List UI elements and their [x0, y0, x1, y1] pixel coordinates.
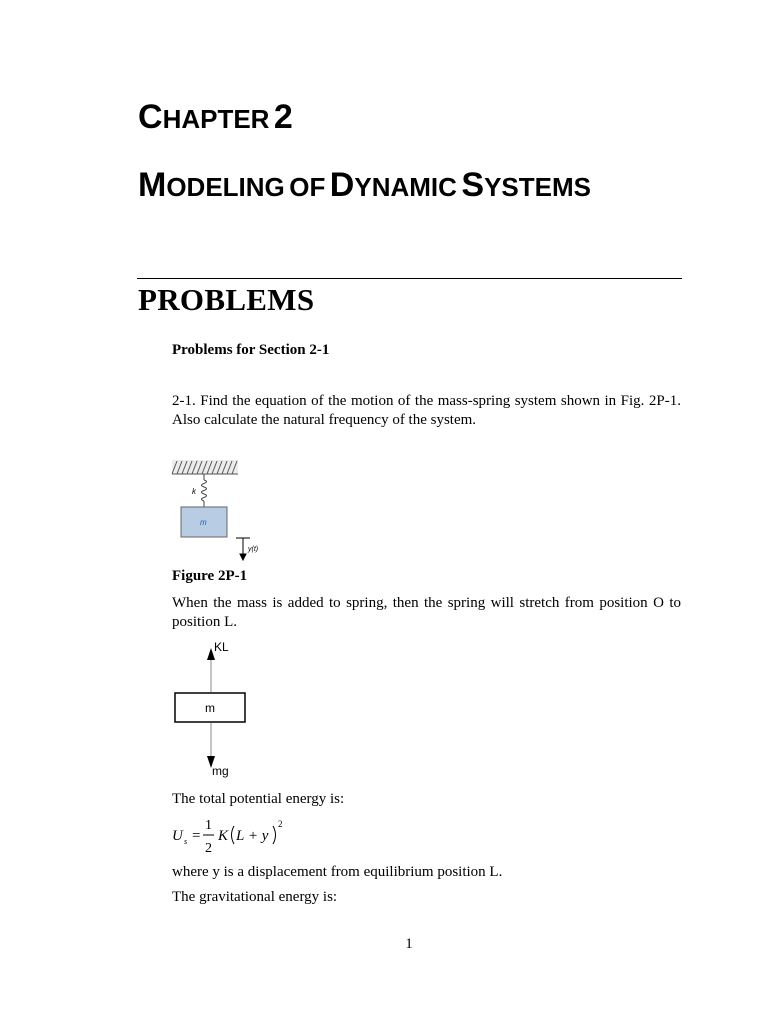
- free-body-mass-label: m: [205, 701, 215, 715]
- displacement-label: y(t): [248, 546, 259, 553]
- downward-force-label: mg: [212, 764, 229, 778]
- spring: [202, 474, 207, 507]
- spring-label: k: [192, 487, 196, 496]
- left-parenthesis: [232, 826, 235, 844]
- potential-energy-text: The total potential energy is:: [172, 791, 345, 807]
- chapter-title-initial: C: [138, 98, 163, 136]
- horizontal-divider: [137, 278, 682, 279]
- equation-numerator: 1: [205, 818, 212, 833]
- chapter-title-rest: HAPTER: [162, 104, 270, 134]
- figure-2p1-diagram: [168, 456, 272, 564]
- stretch-explanation: When the mass is added to spring, then the spring will stretch from position O to position L.: [172, 595, 681, 630]
- right-parenthesis: [273, 826, 276, 844]
- subtitle-rest: OF: [289, 172, 326, 202]
- mass-label: m: [200, 518, 207, 527]
- displacement-text: where y is a displacement from equilibrium position L.: [172, 864, 503, 880]
- equation-lhs-subscript: s: [184, 837, 188, 846]
- equation-denominator: 2: [205, 841, 212, 856]
- subtitle-initial: M: [138, 166, 167, 204]
- subtitle-initial: S: [461, 166, 485, 204]
- figure-caption: Figure 2P-1: [172, 568, 248, 584]
- chapter-subtitle: [138, 168, 591, 202]
- equation-equals: =: [192, 828, 201, 844]
- subtitle-rest: YSTEMS: [484, 172, 591, 202]
- equation-paren-content: L + y: [236, 828, 269, 844]
- free-body-diagram: [170, 636, 260, 780]
- gravitational-energy-text: The gravitational energy is:: [172, 889, 338, 905]
- problems-heading: PROBLEMS: [138, 282, 315, 317]
- page-number: 1: [405, 936, 413, 952]
- subtitle-rest: YNAMIC: [354, 172, 457, 202]
- potential-energy-equation: [168, 815, 308, 859]
- equation-exponent: 2: [278, 819, 283, 829]
- ceiling-hatch: [172, 460, 238, 474]
- chapter-title: [138, 100, 293, 134]
- problem-statement: 2-1. Find the equation of the motion of the mass-spring system shown in Fig. 2P-1. Also calculate the natural frequency of the system.: [172, 393, 681, 428]
- chapter-number: 2: [273, 98, 293, 136]
- section-heading: Problems for Section 2-1: [172, 342, 330, 358]
- equation-lhs: U: [172, 828, 183, 844]
- subtitle-rest: ODELING: [166, 172, 285, 202]
- subtitle-initial: D: [329, 166, 355, 204]
- upward-force-label: KL: [214, 640, 229, 654]
- equation-body: K: [218, 828, 229, 844]
